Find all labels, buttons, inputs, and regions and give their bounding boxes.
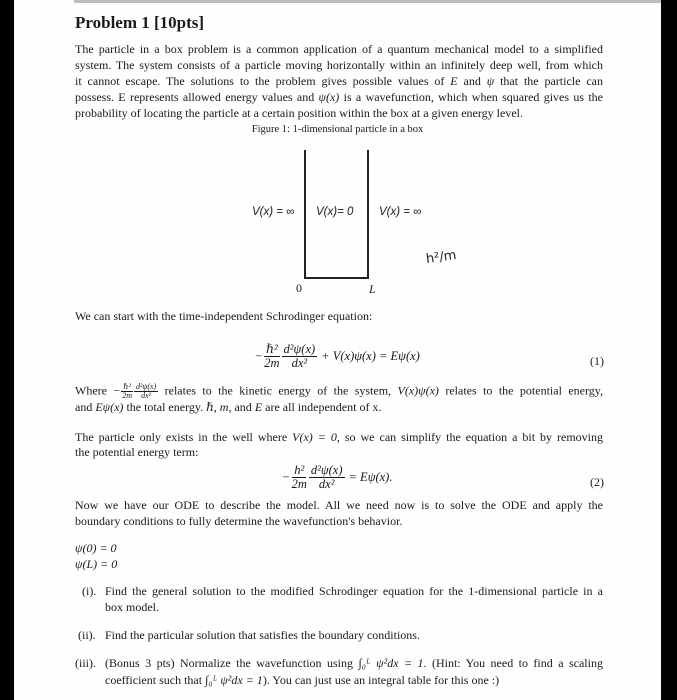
numerator: ℏ² [123,382,131,391]
left-wall [304,150,306,278]
intro-line-5: probability of locating the particle at a certain position within the box at a given energy level. [75,106,523,120]
right-potential-label: V(x) = ∞ [379,206,422,218]
question-text [105,673,633,687]
numerator: d²ψ(x) [135,382,157,391]
fraction [290,464,309,491]
math: ℏ, m, [206,400,232,414]
minus-sign: − [255,349,263,364]
equation-2 [14,464,661,491]
text: and [231,400,255,414]
text: and [75,400,96,414]
text: the total energy. [123,400,207,414]
intro-line-4 [75,90,603,104]
text: ). You can just use an integral table for this one :) [262,673,500,687]
denominator: dx² [318,477,335,492]
left-potential-label: V(x) = ∞ [252,206,295,218]
integral: ∫₀ᴸ ψ²dx = 1 [358,656,424,670]
intro-line-1: The particle in a box problem is a common application of a quantum mechanical model to a simplified [75,42,603,56]
where-line-2 [75,400,603,414]
question-text [105,656,603,670]
equation-rest: + V(x)ψ(x) = Eψ(x) [321,349,420,364]
text: relates to the kinetic energy of the system, [158,383,398,398]
question-label: (ii). [78,628,96,642]
denominator: dx² [291,356,308,371]
where-line-1 [75,383,603,401]
math-psi-x: ψ(x) [318,90,340,104]
math: V(x) = 0 [292,430,337,444]
text: are all independent of x. [262,400,382,414]
text: relates to the potential energy, [438,383,604,398]
text: is a wavefunction, which when squared gives us the [339,90,603,104]
document-page [14,0,661,700]
end-label: L [369,282,376,296]
numerator: h² [294,463,305,477]
text: The particle only exists in the well where [75,430,293,444]
text: it cannot escape. The solutions to the problem gives possible values of [75,74,451,88]
center-potential-label: V(x)= 0 [316,206,354,218]
numerator: ℏ² [265,342,278,356]
math-E: E [450,74,458,88]
origin-label: 0 [296,281,302,295]
intro-line-3 [75,74,603,88]
equation-1 [14,343,661,370]
text: and [457,74,487,88]
intro-schrodinger: We can start with the time-independent Schrodinger equation: [75,309,373,323]
intro-line-2: system. The system consists of a particle moving horizontally within an infinitely deep well, from which [75,58,603,72]
box-floor [304,277,368,279]
fraction [309,464,345,491]
denominator: 2m [264,356,280,371]
fraction [262,343,281,370]
text: Where − [75,383,121,398]
fraction [282,343,318,370]
question-text: Find the particular solution that satisfies the boundary conditions. [105,628,420,642]
denominator: dx² [141,391,152,401]
text: that the particle can [494,74,603,88]
denominator: 2m [291,477,307,492]
question-text: box model. [105,600,159,614]
integral: ∫₀ᴸ ψ²dx = 1 [205,673,263,687]
top-divider [74,0,661,3]
math: V(x)ψ(x) [397,383,439,398]
now-line-1: Now we have our ODE to describe the model. All we need now is to solve the ODE and apply the [75,498,603,512]
question-label: (iii). [75,656,96,670]
text: possess. E represents allowed energy values and [75,90,319,104]
numerator: d²ψ(x) [283,342,316,356]
math: Eψ(x) [95,400,124,414]
particle-only-line-1 [75,430,603,444]
equation-2-number: (2) [590,475,604,489]
fraction [134,383,158,401]
equation-1-number: (1) [590,354,604,368]
text: . (Hint: You need to find a scaling [423,656,603,670]
question-text: Find the general solution to the modified Schrodinger equation for the 1-dimensional particle in a [105,584,603,598]
figure-caption: Figure 1: 1-dimensional particle in a box [251,124,424,135]
boundary-condition-2: ψ(L) = 0 [75,557,118,571]
equation-rest: = Eψ(x). [348,470,393,485]
now-line-2: boundary conditions to fully determine the wavefunction's behavior. [75,514,403,528]
math-psi: ψ [486,74,495,88]
boundary-condition-1: ψ(0) = 0 [75,541,117,555]
handwritten-note: h²/m [425,247,458,268]
problem-title: Problem 1 [10pts] [75,13,205,32]
text: coefficient such that [105,673,206,687]
math: E [254,400,263,414]
text: , so we can simplify the equation a bit by removing [336,430,603,444]
denominator: 2m [122,391,132,401]
fraction [120,383,134,401]
right-wall [367,150,369,279]
minus-sign: − [282,470,290,485]
particle-only-line-2: the potential energy term: [75,445,199,459]
text: (Bonus 3 pts) Normalize the wavefunction using [105,656,359,670]
numerator: d²ψ(x) [310,463,343,477]
question-label: (i). [82,584,97,598]
